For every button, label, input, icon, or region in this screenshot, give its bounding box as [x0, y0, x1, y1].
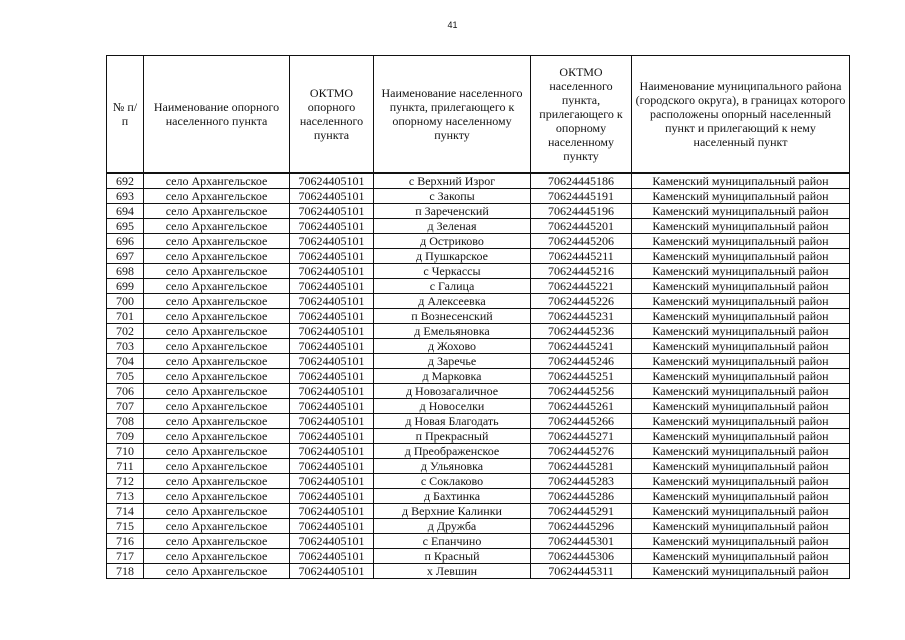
cell-adjacent-oktmo: 70624445231 [531, 309, 632, 324]
cell-district: Каменский муниципальный район [632, 384, 850, 399]
table-row [107, 474, 850, 489]
cell-base-oktmo: 70624405101 [290, 309, 374, 324]
cell-adjacent-settlement: д Алексеевка [374, 294, 531, 309]
cell-district: Каменский муниципальный район [632, 519, 850, 534]
cell-number: 697 [107, 249, 144, 264]
cell-base-oktmo: 70624405101 [290, 234, 374, 249]
cell-number: 693 [107, 189, 144, 204]
table-row [107, 294, 850, 309]
table-row [107, 264, 850, 279]
cell-base-oktmo: 70624405101 [290, 354, 374, 369]
cell-district: Каменский муниципальный район [632, 234, 850, 249]
cell-district: Каменский муниципальный район [632, 173, 850, 189]
cell-base-settlement: село Архангельское [144, 399, 290, 414]
table-row [107, 204, 850, 219]
column-header-base-oktmo: ОКТМО опорного населенного пункта [290, 56, 374, 174]
table-row [107, 414, 850, 429]
cell-adjacent-settlement: п Прекрасный [374, 429, 531, 444]
cell-adjacent-settlement: д Жохово [374, 339, 531, 354]
table-row [107, 219, 850, 234]
table-row [107, 399, 850, 414]
cell-base-oktmo: 70624405101 [290, 294, 374, 309]
cell-adjacent-oktmo: 70624445226 [531, 294, 632, 309]
cell-district: Каменский муниципальный район [632, 219, 850, 234]
column-header-adjacent-oktmo: ОКТМО населенного пункта, прилегающего к опорному населенному пункту [531, 56, 632, 174]
cell-base-settlement: село Архангельское [144, 459, 290, 474]
cell-district: Каменский муниципальный район [632, 489, 850, 504]
cell-base-settlement: село Архангельское [144, 294, 290, 309]
cell-number: 703 [107, 339, 144, 354]
cell-adjacent-oktmo: 70624445306 [531, 549, 632, 564]
cell-adjacent-settlement: х Левшин [374, 564, 531, 579]
cell-adjacent-settlement: с Закопы [374, 189, 531, 204]
cell-number: 702 [107, 324, 144, 339]
table-row [107, 429, 850, 444]
cell-district: Каменский муниципальный район [632, 504, 850, 519]
cell-adjacent-oktmo: 70624445236 [531, 324, 632, 339]
table-row [107, 309, 850, 324]
cell-base-oktmo: 70624405101 [290, 204, 374, 219]
cell-base-settlement: село Архангельское [144, 249, 290, 264]
column-header-district: Наименование муниципального района (городского округа), в границах которого расположены опорный населенный пункт и прилегающий к нему населенный пункт [632, 56, 850, 174]
cell-base-oktmo: 70624405101 [290, 549, 374, 564]
table-row [107, 549, 850, 564]
cell-base-settlement: село Архангельское [144, 474, 290, 489]
cell-base-oktmo: 70624405101 [290, 339, 374, 354]
cell-base-settlement: село Архангельское [144, 489, 290, 504]
cell-adjacent-oktmo: 70624445196 [531, 204, 632, 219]
cell-adjacent-oktmo: 70624445251 [531, 369, 632, 384]
cell-number: 700 [107, 294, 144, 309]
cell-number: 704 [107, 354, 144, 369]
cell-number: 706 [107, 384, 144, 399]
cell-adjacent-oktmo: 70624445261 [531, 399, 632, 414]
cell-number: 713 [107, 489, 144, 504]
table-row [107, 384, 850, 399]
cell-number: 709 [107, 429, 144, 444]
cell-adjacent-settlement: с Верхний Изрог [374, 173, 531, 189]
cell-base-settlement: село Архангельское [144, 309, 290, 324]
cell-base-settlement: село Архангельское [144, 234, 290, 249]
table-row [107, 564, 850, 579]
cell-district: Каменский муниципальный район [632, 399, 850, 414]
cell-base-settlement: село Архангельское [144, 534, 290, 549]
cell-adjacent-oktmo: 70624445311 [531, 564, 632, 579]
cell-adjacent-settlement: д Ульяновка [374, 459, 531, 474]
cell-number: 707 [107, 399, 144, 414]
cell-base-oktmo: 70624405101 [290, 429, 374, 444]
column-header-number: № п/п [107, 56, 144, 174]
cell-adjacent-oktmo: 70624445186 [531, 173, 632, 189]
cell-number: 701 [107, 309, 144, 324]
cell-district: Каменский муниципальный район [632, 474, 850, 489]
cell-adjacent-settlement: д Зеленая [374, 219, 531, 234]
cell-adjacent-settlement: с Соклаково [374, 474, 531, 489]
cell-district: Каменский муниципальный район [632, 324, 850, 339]
cell-base-settlement: село Архангельское [144, 189, 290, 204]
cell-adjacent-oktmo: 70624445283 [531, 474, 632, 489]
table-row [107, 534, 850, 549]
cell-number: 710 [107, 444, 144, 459]
cell-adjacent-settlement: д Бахтинка [374, 489, 531, 504]
page-number: 41 [447, 20, 458, 30]
table-row [107, 249, 850, 264]
cell-adjacent-settlement: д Верхние Калинки [374, 504, 531, 519]
cell-base-oktmo: 70624405101 [290, 324, 374, 339]
cell-base-settlement: село Архангельское [144, 504, 290, 519]
cell-base-settlement: село Архангельское [144, 279, 290, 294]
cell-adjacent-oktmo: 70624445291 [531, 504, 632, 519]
cell-base-oktmo: 70624405101 [290, 444, 374, 459]
cell-base-oktmo: 70624405101 [290, 189, 374, 204]
cell-number: 692 [107, 173, 144, 189]
cell-adjacent-settlement: с Черкассы [374, 264, 531, 279]
cell-adjacent-oktmo: 70624445276 [531, 444, 632, 459]
cell-district: Каменский муниципальный район [632, 189, 850, 204]
cell-adjacent-oktmo: 70624445281 [531, 459, 632, 474]
cell-base-oktmo: 70624405101 [290, 504, 374, 519]
cell-adjacent-oktmo: 70624445191 [531, 189, 632, 204]
cell-adjacent-oktmo: 70624445286 [531, 489, 632, 504]
cell-base-oktmo: 70624405101 [290, 564, 374, 579]
cell-district: Каменский муниципальный район [632, 309, 850, 324]
cell-base-settlement: село Архангельское [144, 173, 290, 189]
cell-base-settlement: село Архангельское [144, 549, 290, 564]
cell-district: Каменский муниципальный район [632, 204, 850, 219]
table-body [107, 173, 850, 579]
cell-adjacent-settlement: д Новозагаличное [374, 384, 531, 399]
table-row [107, 489, 850, 504]
cell-base-oktmo: 70624405101 [290, 519, 374, 534]
table-row [107, 189, 850, 204]
cell-adjacent-oktmo: 70624445296 [531, 519, 632, 534]
cell-adjacent-oktmo: 70624445256 [531, 384, 632, 399]
cell-district: Каменский муниципальный район [632, 444, 850, 459]
table-row [107, 519, 850, 534]
cell-base-oktmo: 70624405101 [290, 279, 374, 294]
cell-number: 694 [107, 204, 144, 219]
cell-number: 717 [107, 549, 144, 564]
cell-base-oktmo: 70624405101 [290, 219, 374, 234]
cell-adjacent-oktmo: 70624445301 [531, 534, 632, 549]
cell-number: 708 [107, 414, 144, 429]
cell-base-settlement: село Архангельское [144, 384, 290, 399]
cell-adjacent-settlement: д Емельяновка [374, 324, 531, 339]
cell-base-oktmo: 70624405101 [290, 534, 374, 549]
cell-district: Каменский муниципальный район [632, 354, 850, 369]
table-row [107, 444, 850, 459]
cell-district: Каменский муниципальный район [632, 294, 850, 309]
cell-base-oktmo: 70624405101 [290, 474, 374, 489]
cell-district: Каменский муниципальный район [632, 369, 850, 384]
cell-number: 715 [107, 519, 144, 534]
table-row [107, 234, 850, 249]
table-header [107, 56, 850, 174]
cell-number: 699 [107, 279, 144, 294]
cell-base-oktmo: 70624405101 [290, 384, 374, 399]
cell-adjacent-settlement: п Красный [374, 549, 531, 564]
cell-base-settlement: село Архангельское [144, 369, 290, 384]
column-header-adjacent-settlement: Наименование населенного пункта, прилегающего к опорному населенному пункту [374, 56, 531, 174]
cell-district: Каменский муниципальный район [632, 429, 850, 444]
column-header-base-settlement: Наименование опорного населенного пункта [144, 56, 290, 174]
cell-base-settlement: село Архангельское [144, 354, 290, 369]
cell-adjacent-settlement: д Марковка [374, 369, 531, 384]
cell-adjacent-settlement: д Заречье [374, 354, 531, 369]
cell-adjacent-settlement: д Пушкарское [374, 249, 531, 264]
cell-adjacent-settlement: д Новая Благодать [374, 414, 531, 429]
cell-district: Каменский муниципальный район [632, 549, 850, 564]
cell-adjacent-oktmo: 70624445266 [531, 414, 632, 429]
cell-number: 711 [107, 459, 144, 474]
table-row [107, 354, 850, 369]
table-row [107, 504, 850, 519]
cell-adjacent-oktmo: 70624445246 [531, 354, 632, 369]
cell-base-settlement: село Архангельское [144, 264, 290, 279]
cell-adjacent-settlement: п Вознесенский [374, 309, 531, 324]
table-row [107, 339, 850, 354]
cell-base-settlement: село Архангельское [144, 444, 290, 459]
cell-number: 712 [107, 474, 144, 489]
cell-adjacent-oktmo: 70624445201 [531, 219, 632, 234]
cell-adjacent-settlement: д Новоселки [374, 399, 531, 414]
table-row [107, 173, 850, 189]
cell-number: 716 [107, 534, 144, 549]
cell-adjacent-oktmo: 70624445206 [531, 234, 632, 249]
cell-number: 695 [107, 219, 144, 234]
cell-base-oktmo: 70624405101 [290, 264, 374, 279]
cell-base-oktmo: 70624405101 [290, 399, 374, 414]
table-row [107, 459, 850, 474]
cell-base-settlement: село Архангельское [144, 219, 290, 234]
cell-adjacent-oktmo: 70624445271 [531, 429, 632, 444]
cell-base-oktmo: 70624405101 [290, 173, 374, 189]
cell-base-settlement: село Архангельское [144, 339, 290, 354]
cell-number: 714 [107, 504, 144, 519]
cell-adjacent-oktmo: 70624445241 [531, 339, 632, 354]
cell-base-settlement: село Архангельское [144, 414, 290, 429]
cell-adjacent-oktmo: 70624445221 [531, 279, 632, 294]
cell-base-settlement: село Архангельское [144, 429, 290, 444]
cell-adjacent-settlement: п Зареченский [374, 204, 531, 219]
cell-adjacent-settlement: д Преображенское [374, 444, 531, 459]
cell-adjacent-settlement: с Епанчино [374, 534, 531, 549]
cell-adjacent-settlement: д Остриково [374, 234, 531, 249]
cell-number: 718 [107, 564, 144, 579]
table-row [107, 324, 850, 339]
cell-base-settlement: село Архангельское [144, 519, 290, 534]
cell-district: Каменский муниципальный район [632, 564, 850, 579]
cell-base-settlement: село Архангельское [144, 324, 290, 339]
cell-adjacent-settlement: д Дружба [374, 519, 531, 534]
cell-district: Каменский муниципальный район [632, 459, 850, 474]
cell-district: Каменский муниципальный район [632, 534, 850, 549]
table-row [107, 369, 850, 384]
cell-district: Каменский муниципальный район [632, 249, 850, 264]
cell-base-oktmo: 70624405101 [290, 414, 374, 429]
cell-district: Каменский муниципальный район [632, 414, 850, 429]
cell-number: 705 [107, 369, 144, 384]
cell-base-oktmo: 70624405101 [290, 249, 374, 264]
cell-base-oktmo: 70624405101 [290, 489, 374, 504]
cell-adjacent-settlement: с Галица [374, 279, 531, 294]
table-row [107, 279, 850, 294]
cell-base-oktmo: 70624405101 [290, 369, 374, 384]
cell-district: Каменский муниципальный район [632, 339, 850, 354]
cell-base-settlement: село Архангельское [144, 564, 290, 579]
header-row [107, 56, 850, 174]
cell-adjacent-oktmo: 70624445211 [531, 249, 632, 264]
cell-number: 698 [107, 264, 144, 279]
cell-adjacent-oktmo: 70624445216 [531, 264, 632, 279]
cell-number: 696 [107, 234, 144, 249]
cell-district: Каменский муниципальный район [632, 264, 850, 279]
settlements-table [106, 55, 850, 579]
cell-base-settlement: село Архангельское [144, 204, 290, 219]
cell-district: Каменский муниципальный район [632, 279, 850, 294]
cell-base-oktmo: 70624405101 [290, 459, 374, 474]
